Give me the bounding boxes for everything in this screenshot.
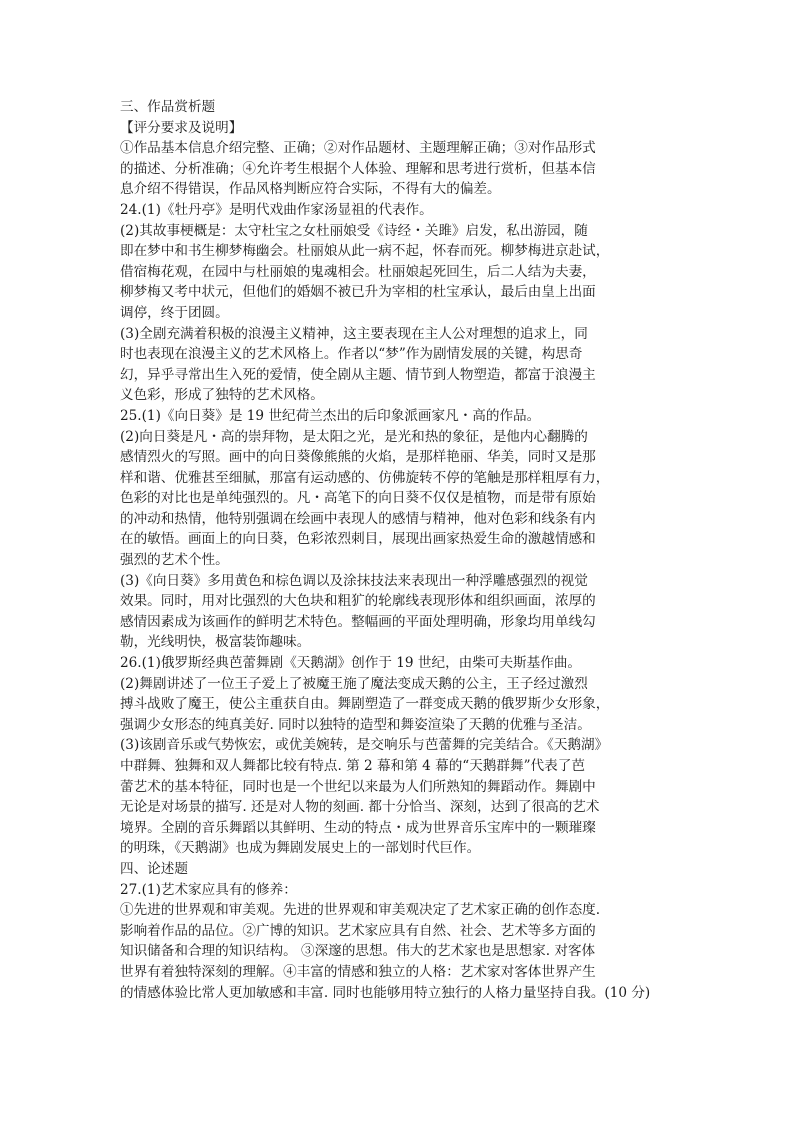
text-line: 中群舞、独舞和双人舞都比较有特点. 第 2 幕和第 4 幕的“天鹅群舞”代表了芭	[120, 758, 585, 774]
text-line: (2)其故事梗概是：太守杜宝之女杜丽娘受《诗经・关雎》启发，私出游园，随	[120, 222, 588, 239]
text-line: 的描述、分析准确；④允许考生根据个人体验、理解和思考进行赏析，但基本信	[120, 160, 596, 177]
text-line: 柳梦梅又考中状元，但他们的婚姻不被已升为宰相的杜宝承认，最后由皇上出面	[120, 284, 596, 301]
text-line: 26.(1)俄罗斯经典芭蕾舞剧《天鹅湖》创作于 19 世纪，由柴可夫斯基作曲。	[120, 655, 582, 672]
text-line: 的情感体验比常人更加敏感和丰富. 同时也能够用特立独行的人格力量坚持自我。(10 分)	[120, 984, 651, 1001]
text-line: 25.(1)《向日葵》是 19 世纪荷兰杰出的后印象派画家凡・高的作品。	[120, 407, 541, 424]
text-line: 息介绍不得错误，作品风格判断应符合实际，不得有大的偏差。	[120, 181, 501, 198]
text-line: 勒，光线明快，极富装饰趣味。	[120, 634, 311, 651]
text-line: 样和谐、优雅甚至细腻，那富有运动感的、仿佛旋转不停的笔触是那样粗厚有力，	[120, 469, 610, 486]
text-line: 感情因素成为该画作的鲜明艺术特色。整幅画的平面处理明确，形象均用单线勾	[120, 613, 596, 630]
text-line: 强调少女形态的纯真美好. 同时以独特的造型和舞姿渲染了天鹅的优雅与圣洁。	[120, 716, 591, 733]
text-line: 义色彩，形成了独特的艺术风格。	[120, 387, 324, 404]
text-line: 的明珠，《天鹅湖》也成为舞剧发展史上的一部划时代巨作。	[120, 840, 481, 857]
text-line: 效果。同时，用对比强烈的大色块和粗犷的轮廓线表现形体和组织画面，浓厚的	[120, 593, 596, 610]
text-line: 即在梦中和书生柳梦梅幽会。杜丽娘从此一病不起，怀春而死。柳梦梅进京赴试，	[120, 243, 610, 260]
text-line: 影响着作品的品位。②广博的知识。艺术家应具有自然、社会、艺术等多方面的	[120, 922, 596, 939]
text-line: ①作品基本信息介绍完整、正确；②对作品题材、主题理解正确；③对作品形式	[120, 140, 596, 157]
text-line: 幻，异乎寻常出生入死的爱情，使全剧从主题、情节到人物塑造，都富于浪漫主	[120, 366, 596, 383]
text-line: (3)全剧充满着积极的浪漫主义精神，这主要表现在主人公对理想的追求上，同	[120, 325, 588, 342]
text-line: (2)向日葵是凡・高的崇拜物，是太阳之光，是光和热的象征，是他内心翻腾的	[120, 428, 588, 445]
text-line: 三、作品赏析题	[120, 99, 216, 115]
text-line: 搏斗战败了魔王，使公主重获自由。舞剧塑造了一群变成天鹅的俄罗斯少女形象，	[120, 696, 610, 713]
text-line: 借宿梅花观，在园中与杜丽娘的鬼魂相会。杜丽娘起死回生，后二人结为夫妻，	[120, 263, 596, 280]
text-line: ①先进的世界观和审美观。先进的世界观和审美观决定了艺术家正确的创作态度.	[120, 902, 601, 919]
text-line: (3)该剧音乐或气势恢宏，或优美婉转，是交响乐与芭蕾舞的完美结合。《天鹅湖》	[120, 737, 609, 754]
text-line: 24.(1)《牡丹亭》是明代戏曲作家汤显祖的代表作。	[120, 201, 433, 218]
text-line: 强烈的艺术个性。	[120, 552, 229, 569]
text-line: (3)《向日葵》多用黄色和棕色调以及涂抹技法来表现出一种浮雕感强烈的视觉	[120, 572, 588, 589]
text-line: 四、论述题	[120, 860, 188, 877]
document-body	[120, 97, 680, 1003]
text-line: 27.(1)艺术家应具有的修养：	[120, 881, 297, 898]
text-line: 蕾艺术的基本特征，同时也是一个世纪以来最为人们所熟知的舞蹈动作。舞剧中	[120, 778, 596, 795]
text-line: 无论是对场景的描写. 还是对人物的刻画. 都十分恰当、深刻，达到了很高的艺术	[120, 799, 600, 816]
text-line: 调停，终于团圆。	[120, 304, 229, 321]
text-line: (2)舞剧讲述了一位王子爱上了被魔王施了魔法变成天鹅的公主，王子经过激烈	[120, 675, 588, 692]
text-line: 的冲动和热情，他特别强调在绘画中表现人的感情与精神，他对色彩和线条有内	[120, 510, 596, 527]
text-line: 世界有着独特深刻的理解。④丰富的情感和独立的人格：艺术家对客体世界产生	[120, 963, 596, 980]
text-line: 【评分要求及说明】	[120, 119, 243, 136]
text-line: 知识储备和合理的知识结构。 ③深邃的思想。伟大的艺术家也是思想家. 对客体	[120, 943, 596, 960]
text-line: 感情烈火的写照。画中的向日葵像熊熊的火焰，是那样艳丽、华美，同时又是那	[120, 449, 596, 466]
text-line: 在的敏悟。画面上的向日葵，色彩浓烈刺目，展现出画家热爱生命的激越情感和	[120, 531, 596, 548]
text-line: 时也表现在浪漫主义的艺术风格上。作者以“梦”作为剧情发展的关键，构思奇	[120, 346, 583, 363]
text-line: 境界。全剧的音乐舞蹈以其鲜明、生动的特点・成为世界音乐宝库中的一颗璀璨	[120, 819, 596, 836]
text-line: 色彩的对比也是单纯强烈的。凡・高笔下的向日葵不仅仅是植物，而是带有原始	[120, 490, 596, 507]
